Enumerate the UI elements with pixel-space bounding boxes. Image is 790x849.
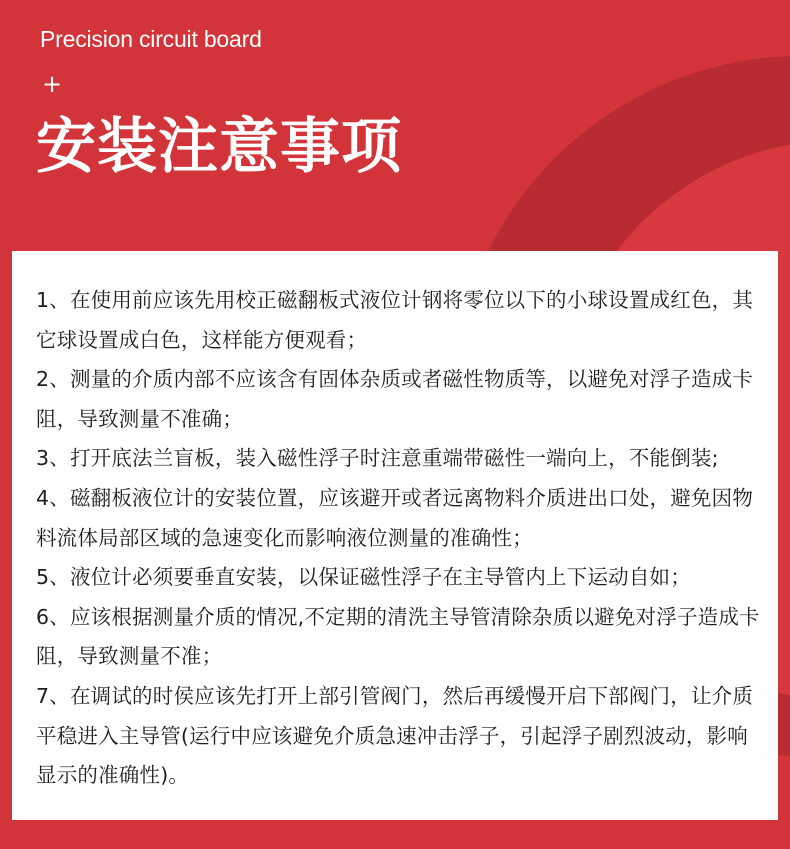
subtitle: Precision circuit board: [40, 26, 262, 52]
note-item-5: 5、液位计必须要垂直安装，以保证磁性浮子在主导管内上下运动自如；: [36, 565, 691, 590]
note-item-1: 1、在使用前应该先用校正磁翻板式液位计钢将零位以下的小球设置成红色，其它球设置成白色，这样能方便观看；: [36, 288, 754, 352]
note-item-7: 7、在调试的时侯应该先打开上部引管阀门，然后再缓慢开启下部阀门，让介质平稳进入主导管(运行中应该避免介质急速冲击浮子，引起浮子剧烈波动，影响显示的准确性)。: [36, 683, 754, 788]
notes-card: [12, 251, 778, 820]
plus-icon: +: [42, 70, 63, 98]
note-item-3: 3、打开底法兰盲板，装入磁性浮子时注意重端带磁性一端向上，不能倒装;: [36, 446, 719, 471]
note-item-4: 4、磁翻板液位计的安装位置，应该避开或者远离物料介质进出口处，避免因物料流体局部区域的急速变化而影响液位测量的准确性；: [36, 485, 754, 550]
page-title: 安装注意事项: [36, 112, 402, 182]
note-item-2: 2、测量的介质内部不应该含有固体杂质或者磁性物质等，以避免对浮子造成卡阻，导致测量不准确；: [36, 367, 754, 431]
note-item-6: 6、应该根据测量介质的情况,不定期的清洗主导管清除杂质以避免对浮子造成卡阻，导致测量不准；: [36, 604, 760, 669]
